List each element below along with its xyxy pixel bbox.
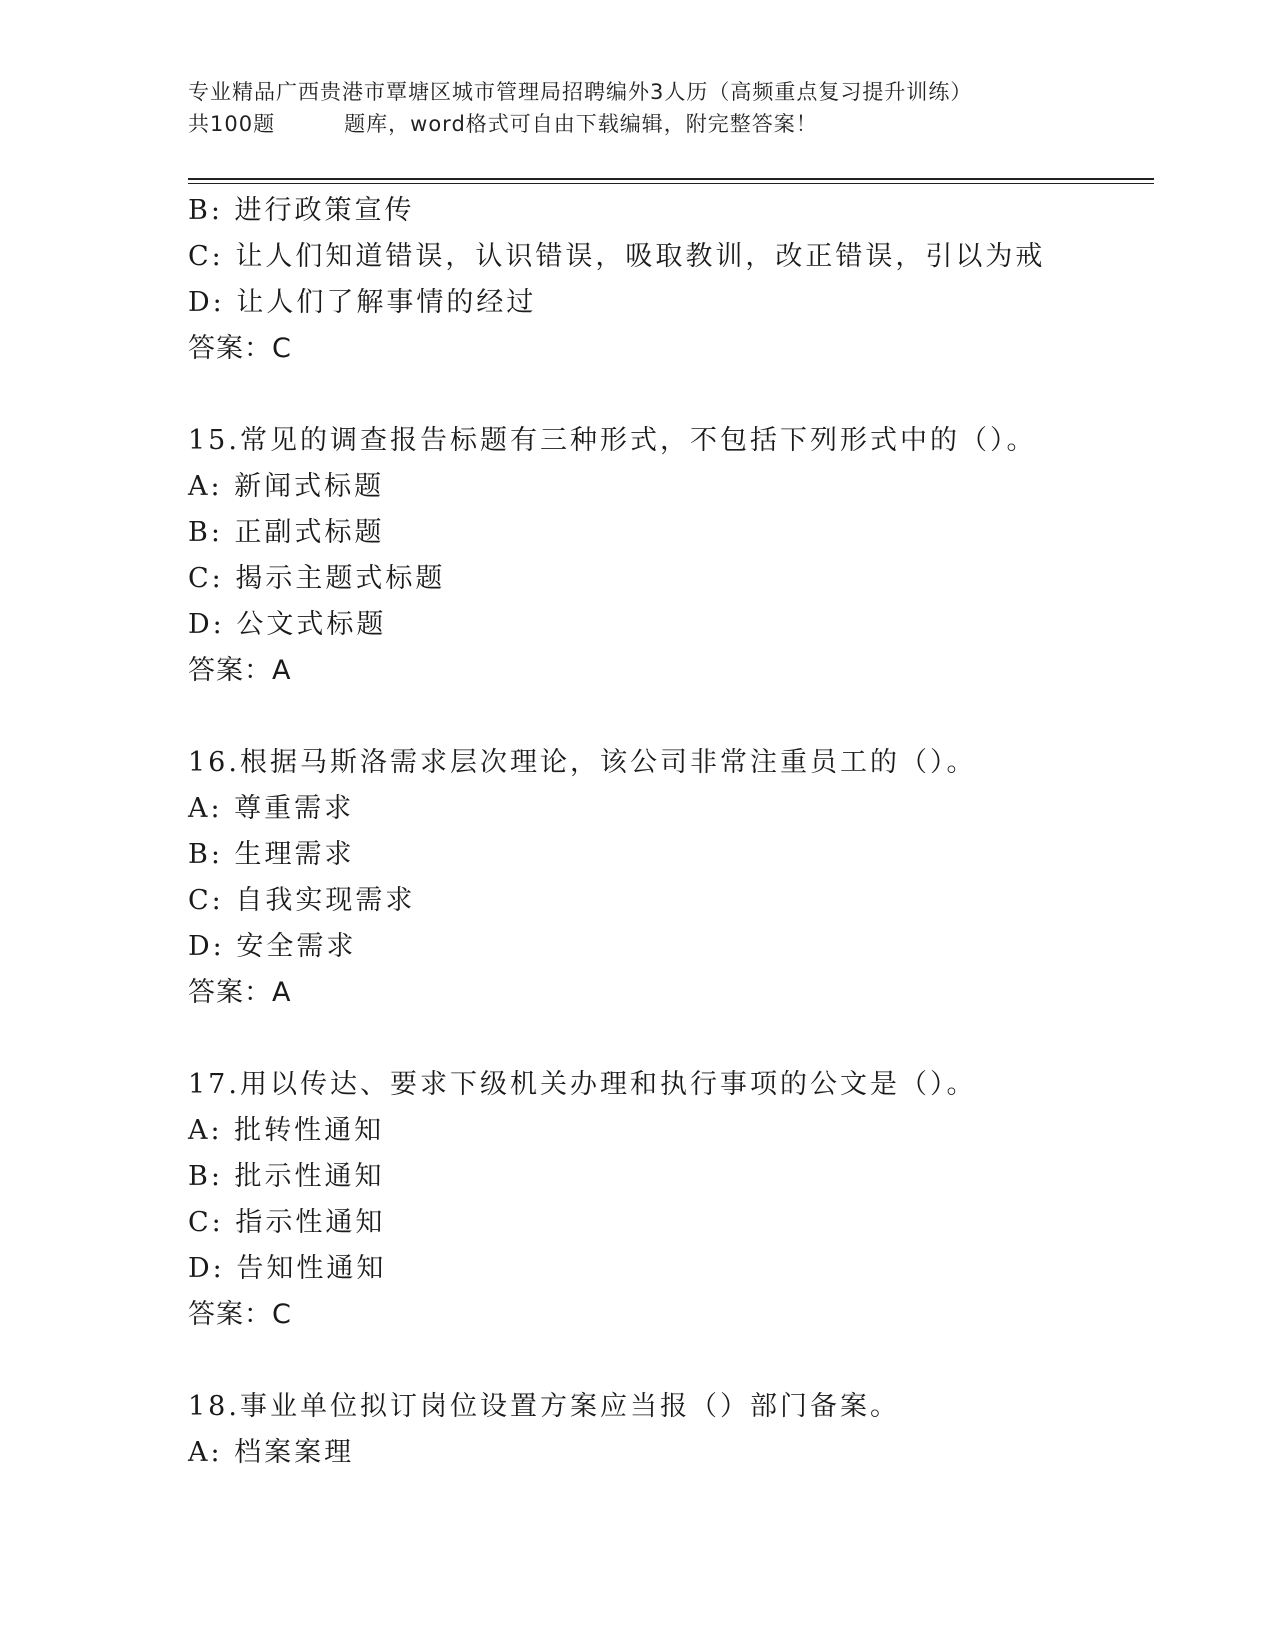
spacer <box>188 1338 1154 1384</box>
question-15 <box>188 418 1154 694</box>
option-a: A: 尊重需求 <box>188 793 355 824</box>
answer: 答案：C <box>188 1299 292 1330</box>
question-stem: 18.事业单位拟订岗位设置方案应当报（）部门备案。 <box>188 1391 900 1422</box>
option-b: B: 正副式标题 <box>188 517 385 548</box>
option-a: A: 批转性通知 <box>188 1115 385 1146</box>
spacer <box>188 694 1154 740</box>
spacer <box>188 1016 1154 1062</box>
header-title-line-1: 专业精品广西贵港市覃塘区城市管理局招聘编外3人历（高频重点复习提升训练） <box>188 80 973 104</box>
question-stem: 15.常见的调查报告标题有三种形式，不包括下列形式中的（）。 <box>188 425 1037 456</box>
option-c: C: 揭示主题式标题 <box>188 563 446 594</box>
question-list <box>188 188 1154 1476</box>
question-16 <box>188 740 1154 1016</box>
option-c: C: 自我实现需求 <box>188 885 416 916</box>
option-d: D: 公文式标题 <box>188 609 387 640</box>
header-divider-thin <box>188 183 1154 184</box>
option-b: B: 进行政策宣传 <box>188 195 415 226</box>
option-d: D: 告知性通知 <box>188 1253 387 1284</box>
option-c: C: 让人们知道错误，认识错误，吸取教训，改正错误，引以为戒 <box>188 241 1046 272</box>
header-divider-thick <box>188 178 1154 180</box>
option-b: B: 批示性通知 <box>188 1161 385 1192</box>
option-d: D: 安全需求 <box>188 931 357 962</box>
spacer <box>188 372 1154 418</box>
question-stem: 17.用以传达、要求下级机关办理和执行事项的公文是（）。 <box>188 1069 977 1100</box>
page-header <box>188 76 1088 140</box>
option-a: A: 新闻式标题 <box>188 471 385 502</box>
question-stem: 16.根据马斯洛需求层次理论，该公司非常注重员工的（）。 <box>188 747 977 778</box>
answer: 答案：C <box>188 333 292 364</box>
header-title-line-2: 共100题 题库，word格式可自由下载编辑，附完整答案！ <box>188 112 818 136</box>
option-d: D: 让人们了解事情的经过 <box>188 287 537 318</box>
question-18 <box>188 1384 1154 1476</box>
option-c: C: 指示性通知 <box>188 1207 386 1238</box>
option-b: B: 生理需求 <box>188 839 355 870</box>
answer: 答案：A <box>188 977 292 1008</box>
option-a: A: 档案案理 <box>188 1437 355 1468</box>
question-14-continued <box>188 188 1154 372</box>
question-17 <box>188 1062 1154 1338</box>
answer: 答案：A <box>188 655 292 686</box>
